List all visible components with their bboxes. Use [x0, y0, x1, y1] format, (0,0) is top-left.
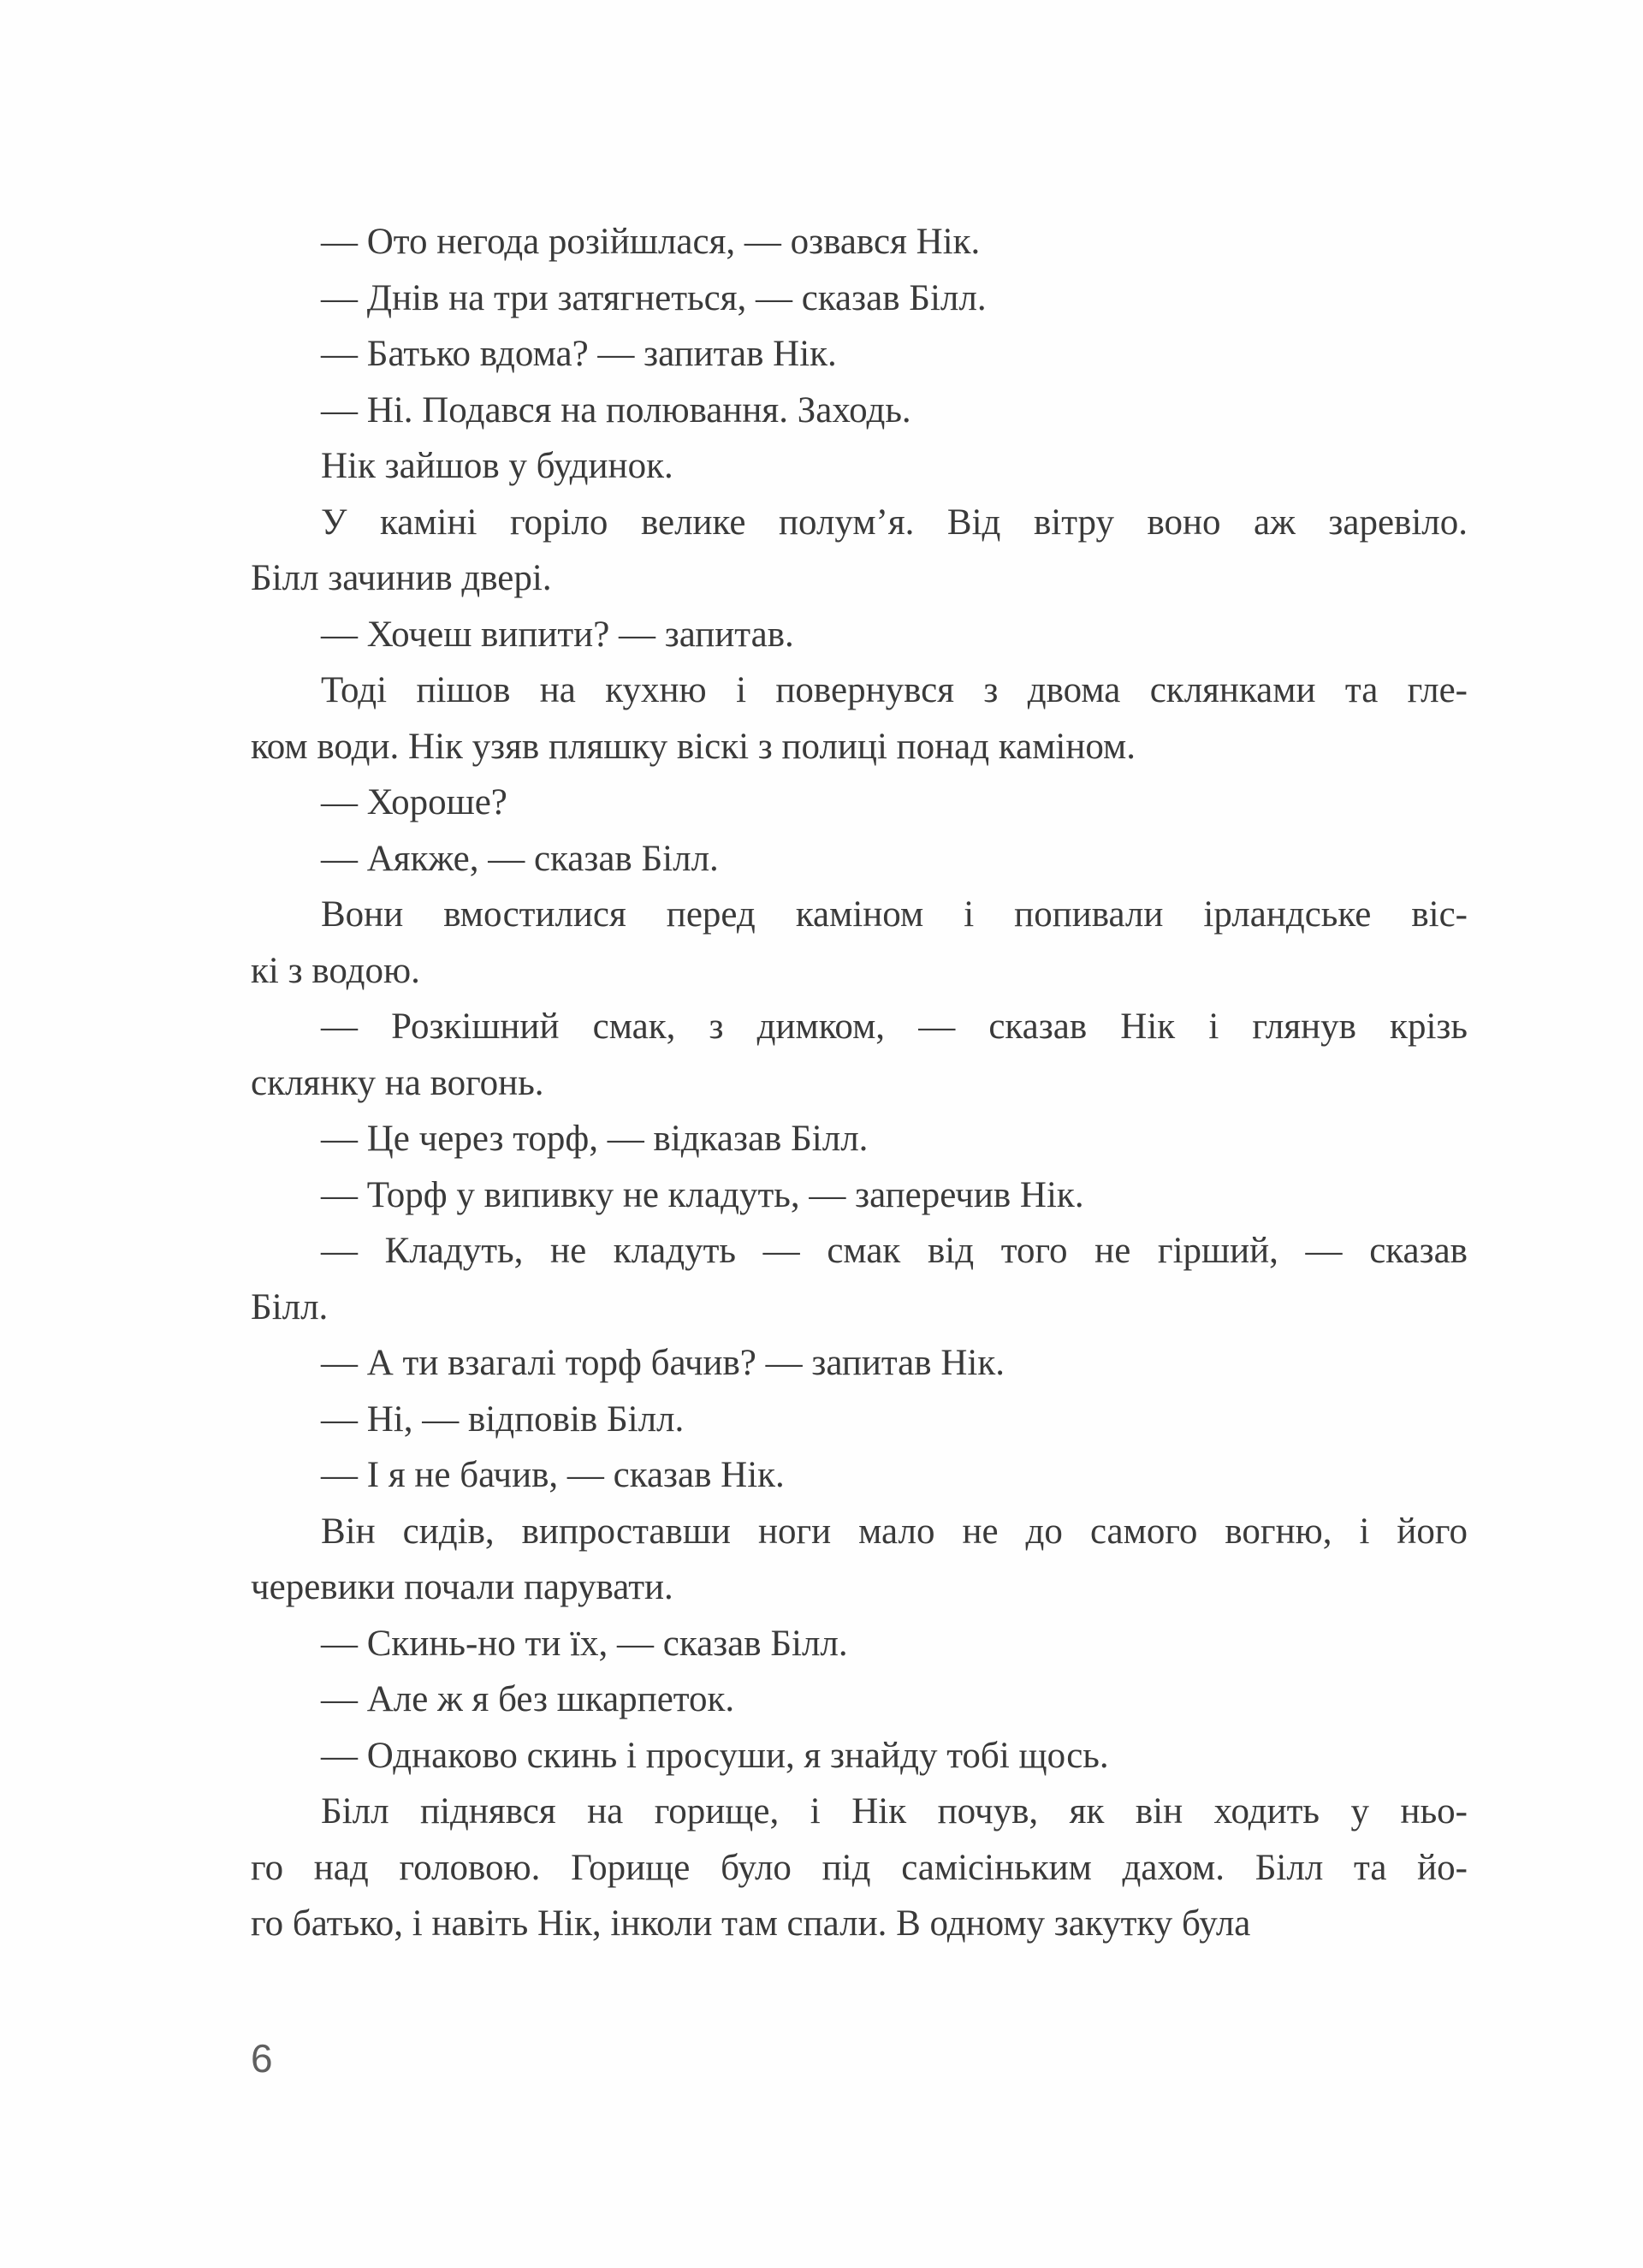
text-line: — А ти взагалі торф бачив? — запитав Нік. [321, 1343, 1005, 1383]
text-line: — Скинь-но ти їх, — сказав Білл. [321, 1623, 848, 1664]
text-line: кі з водою. [251, 950, 420, 991]
text-line: ком води. Нік узяв пляшку віскі з полиці понад каміном. [251, 726, 1136, 767]
text-line: го батько, і навіть Нік, інколи там спали. В одному закутку була [251, 1903, 1251, 1944]
text-line: — І я не бачив, — сказав Нік. [321, 1455, 785, 1495]
text-line: — Аякже, — сказав Білл. [321, 838, 719, 879]
text-line: — Хочеш випити? — запитав. [321, 614, 794, 655]
text-line: Білл зачинив двері. [251, 558, 552, 598]
text-line: — Торф у випивку не кладуть, — заперечив Нік. [321, 1174, 1084, 1215]
text-line: го над головою. Горище було під самісіньким дахом. Білл та йо- [251, 1847, 1468, 1888]
text-line: — Батько вдома? — запитав Нік. [321, 334, 837, 374]
text-line: Нік зайшов у будинок. [321, 446, 673, 486]
text-block [251, 214, 1468, 1952]
text-line: — Ні, — відповів Білл. [321, 1398, 685, 1440]
page-number: 6 [251, 2036, 273, 2081]
text-line: — Ні. Подався на полювання. Заходь. [321, 389, 911, 430]
text-line: склянку на вогонь. [251, 1062, 544, 1103]
text-line: Тоді пішов на кухню і повернувся з двома склянками та гле- [321, 670, 1468, 710]
text-line: Вони вмостилися перед каміном і попивали ірландське віс- [321, 894, 1468, 935]
text-line: У каміні горіло велике полум’я. Від вітру воно аж заревіло. [321, 502, 1468, 543]
text-line: Білл піднявся на горище, і Нік почув, як він ходить у ньо- [321, 1791, 1468, 1832]
text-line: Він сидів, випроставши ноги мало не до самого вогню, і його [321, 1511, 1468, 1552]
text-line: черевики почали парувати. [251, 1567, 673, 1607]
text-line: — Ото негода розійшлася, — озвався Нік. [321, 222, 981, 262]
text-line: — Це через торф, — відказав Білл. [321, 1119, 869, 1159]
text-line: — Але ж я без шкарпеток. [321, 1679, 735, 1719]
text-line: — Однаково скинь і просуши, я знайду тобі щось. [321, 1735, 1109, 1776]
text-line: — Хороше? [321, 782, 507, 822]
text-line: — Днів на три затягнеться, — сказав Білл. [321, 277, 987, 318]
text-line: Білл. [251, 1286, 329, 1327]
text-line: — Кладуть, не кладуть — смак від того не гірший, — сказав [321, 1231, 1468, 1271]
text-line: — Розкішний смак, з димком, — сказав Нік і глянув крізь [321, 1006, 1468, 1047]
